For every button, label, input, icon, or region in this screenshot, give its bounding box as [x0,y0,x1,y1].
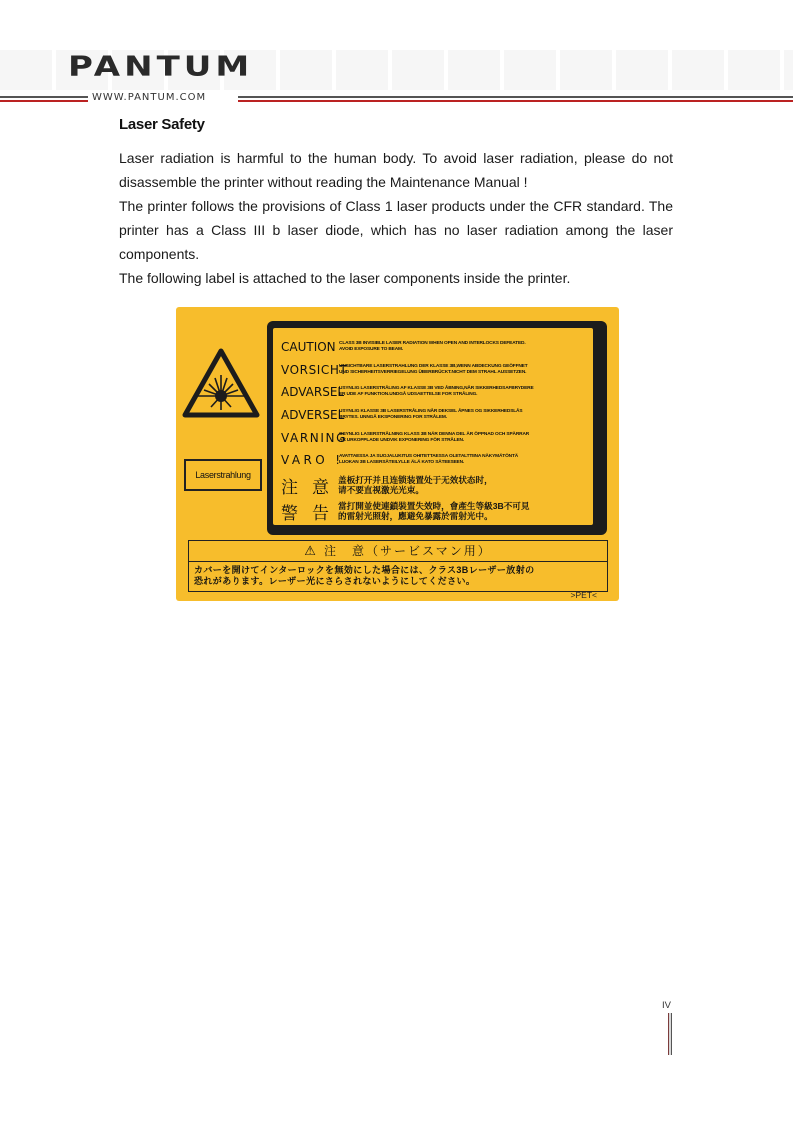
warning-panel [273,328,593,525]
warning-heading: VARNING [281,431,347,445]
laserstrahlung-box: Laserstrahlung [184,459,262,491]
header-rule [238,96,793,98]
warning-heading: VARO ! [281,453,344,467]
service-caution-box [188,540,608,592]
warning-triangle-icon: ⚠ [304,543,318,558]
paragraph: The following label is attached to the laser components inside the printer. [119,270,571,286]
warning-heading: CAUTION [281,340,336,354]
warning-heading: 警告 [281,504,343,523]
warning-heading: ADVARSEL [281,385,345,399]
warning-text: USYNLIG KLASSE 3B LASERSTRÅLING NÅR DEKSEL ÅPNES OG SIKKERHEDSLÅS BRYTES. UNNGÅ EKSPONERING FOR STRÅLEM. [339,409,523,420]
pet-material-mark: >PET< [570,590,597,600]
warning-text: CLASS 3B INVISIBLE LASER RADIATION WHEN OPEN AND INTERLOCKS DEFEATED. AVOID EXPOSURE TO BEAM. [339,341,526,352]
warning-text: AVATTAESSA JA SUOJALUKITUS OHITETTAESSA OLETALTTIINA NÄKYMÄTÖNTÄ LUOKAN 3B LASERSÄTEILYLLE ÄLÄ KATO SÄTEESEEN. [339,454,519,465]
warning-heading: VORSICHT [281,363,348,377]
header-rule [0,96,88,98]
warning-text: 盖板打开并且连锁装置处于无效状态时， 请不要直视激光光束。 [338,475,493,495]
header-rule-red [238,100,793,102]
pantum-logo: PANTUM [68,50,254,83]
warning-text: 當打開並使連鎖裝置失效時，會產生等級3B不可見 的雷射光照射，應避免暴露於雷射光中。 [338,501,530,521]
section-title: Laser Safety [119,116,205,133]
site-url: WWW.PANTUM.COM [92,92,207,103]
warning-text: USYNLIG LASERSTRÅLING AF KLASSE 3B VED ÅBNING,NÅR SIKKERHEDSAFBRYDERE ER UDE AF FUNKTION.UNDGÅ UDSAETTELSE FOR STRÅLING. [339,386,534,397]
warning-text: UNSICHTBARE LASERSTRAHLUNG DER KLASSE 3B,WENN ABDECKUNG GEÖFFNET UND SICHERHEITSVERRIEGELUNG ÜBERBRÜCKT.NICHT DEM STRAHL AUSSETZEN. [339,364,528,375]
laser-label [176,307,619,601]
paragraph: Laser radiation is harmful to the human body. To avoid laser radiation, please do not disassemble the printer without reading the Maintenance Manual ! [119,150,673,190]
page-number: IV [662,1000,671,1011]
warning-text: OSYNLIG LASERSTRÅLNING KLASS 3B NÄR DENNA DEL ÄR ÖPPNAD OCH SPÄRRAR ÄR URKOPPLADE UNDVIK EXPONERING FÖR STRÅLEN. [339,432,530,443]
footer-bar [668,1013,672,1055]
header-rule-red [0,100,88,102]
laser-warning-icon [182,348,260,418]
section-body [119,146,673,290]
warning-heading: ADVERSEL [281,408,345,422]
service-caution-text: カバーを開けてインターロックを無効にした場合には、クラス3Bレーザー放射の 恐れがあります。レーザー光にさらされないようにしてください。 [194,565,535,586]
paragraph: The printer follows the provisions of Class 1 laser products under the CFR standard. The printer has a Class III b laser diode, which has no laser radiation among the laser components. [119,198,673,262]
warning-heading: 注意 [281,478,343,497]
service-caution-title: ⚠ 注 意（サービスマン用） [189,541,607,562]
